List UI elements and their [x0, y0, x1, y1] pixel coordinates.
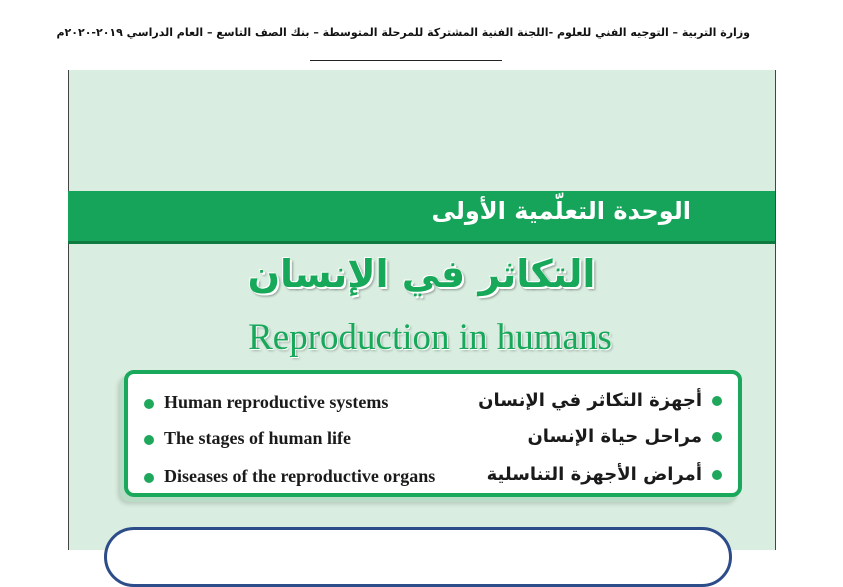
topic-english	[138, 466, 435, 487]
topic-arabic-text: أجهزة التكاثر في الإنسان	[478, 390, 702, 411]
topic-arabic-text: أمراض الأجهزة التناسلية	[486, 464, 702, 485]
topic-english	[138, 392, 388, 413]
bottom-rounded-box	[104, 527, 732, 587]
bullet-icon	[712, 396, 722, 406]
header-rule	[310, 60, 502, 61]
topic-arabic	[487, 464, 728, 485]
bullet-icon	[712, 470, 722, 480]
topic-arabic	[478, 390, 728, 411]
bullet-icon	[144, 399, 154, 409]
topic-arabic	[527, 426, 728, 447]
bullet-icon	[712, 432, 722, 442]
bullet-icon	[144, 435, 154, 445]
topic-english-text: Diseases of the reproductive organs	[164, 466, 436, 486]
topic-row	[138, 466, 728, 490]
unit-title: الوحدة التعلّمية الأولى	[431, 197, 691, 225]
unit-banner-shadow	[68, 241, 775, 244]
topic-row	[138, 428, 728, 452]
page-header	[0, 0, 843, 70]
bullet-icon	[144, 473, 154, 483]
header-text: وزارة التربية – التوجيه الفني للعلوم -اللجنة الفنية المشتركة للمرحلة المتوسطة – بنك الصف التاسع – العام الدراسي ٢٠١٩-٢٠٢٠م	[56, 26, 750, 39]
lesson-title-arabic: التكاثر في الإنسان	[247, 252, 596, 296]
topic-english	[138, 428, 351, 449]
topic-row	[138, 392, 728, 416]
topic-english-text: Human reproductive systems	[164, 392, 389, 412]
lesson-title-english: Reproduction in humans	[248, 317, 612, 358]
topic-arabic-text: مراحل حياة الإنسان	[527, 426, 702, 447]
topic-english-text: The stages of human life	[164, 428, 352, 448]
